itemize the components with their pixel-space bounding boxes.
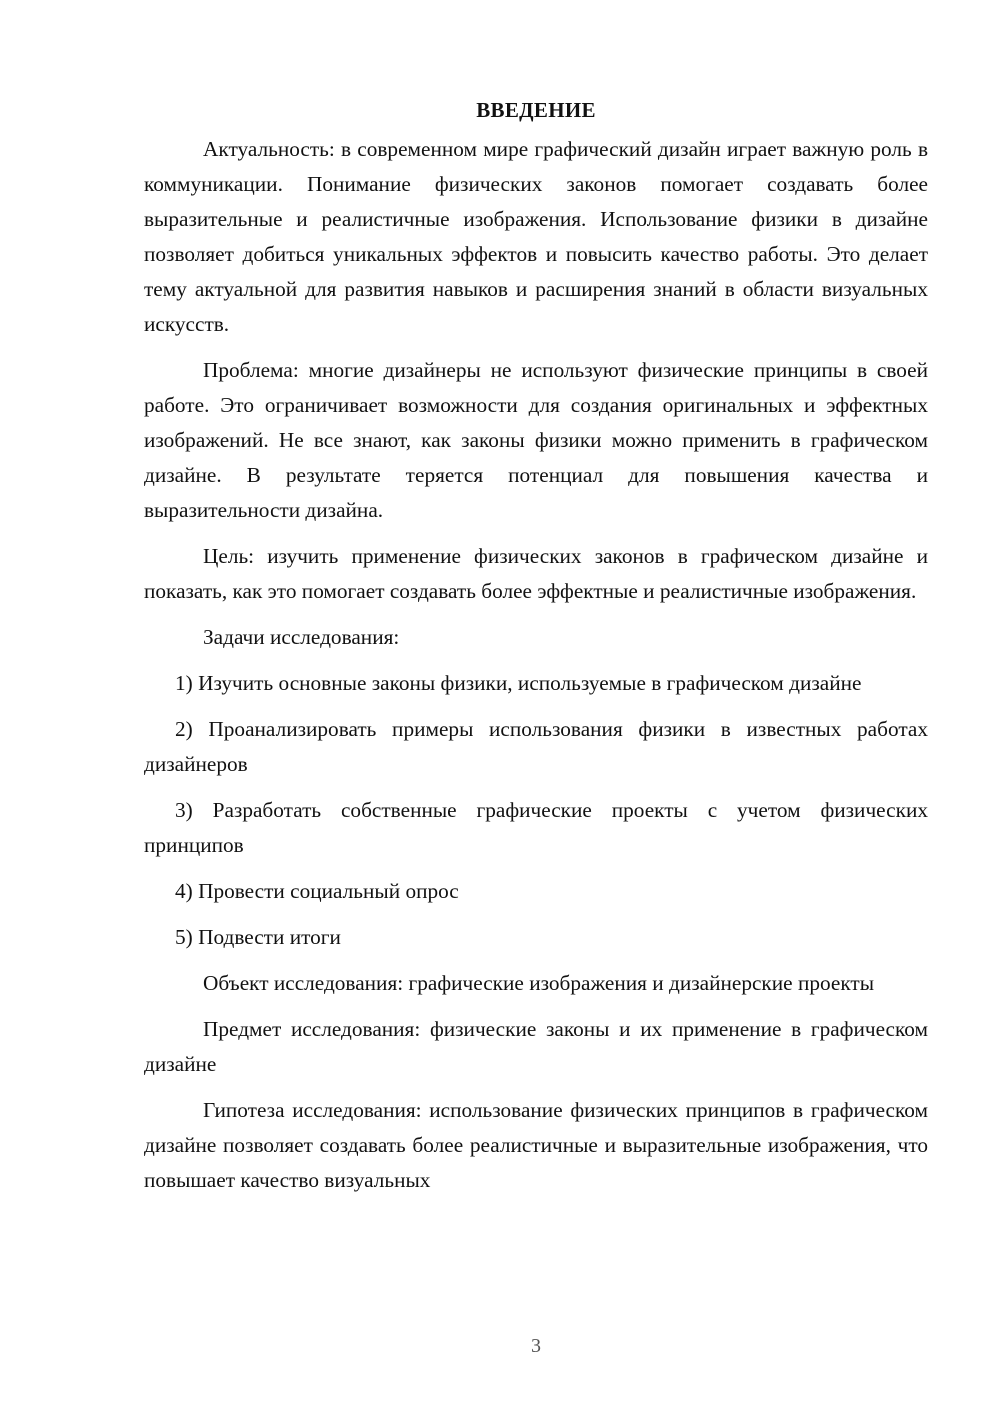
section-heading: ВВЕДЕНИЕ — [476, 98, 596, 122]
problem-paragraph: Проблема: многие дизайнеры не используют физические принципы в своей работе. Это ограничивает возможности для создания оригинальных и эффектных изображений. Не все знают, как законы физики можно применить в графическом дизайне. В результате теряется потенциал для повышения качества и выразительности дизайна. — [144, 358, 928, 522]
task-item-1: 1) Изучить основные законы физики, используемые в графическом дизайне — [175, 671, 862, 695]
document-body — [144, 92, 928, 1198]
subject-paragraph: Предмет исследования: физические законы и их применение в графическом дизайне — [144, 1017, 928, 1076]
hypothesis-paragraph: Гипотеза исследования: использование физических принципов в графическом дизайне позволяет создавать более реалистичные и выразительные изображения, что повышает качество визуальных — [144, 1098, 928, 1192]
task-item-2: 2) Проанализировать примеры использования физики в известных работах дизайнеров — [144, 717, 928, 776]
relevance-paragraph: Актуальность: в современном мире графический дизайн играет важную роль в коммуникации. Понимание физических законов помогает создавать более выразительные и реалистичные изображения. Использование физики в дизайне позволяет добиться уникальных эффектов и повысить качество работы. Это делает тему актуальной для развития навыков и расширения знаний в области визуальных искусств. — [144, 137, 928, 336]
task-item-3: 3) Разработать собственные графические проекты с учетом физических принципов — [144, 798, 928, 857]
task-item-5: 5) Подвести итоги — [175, 925, 341, 949]
goal-paragraph: Цель: изучить применение физических законов в графическом дизайне и показать, как это помогает создавать более эффектные и реалистичные изображения. — [144, 544, 928, 603]
task-item-4: 4) Провести социальный опрос — [175, 879, 459, 903]
tasks-title: Задачи исследования: — [203, 625, 400, 649]
object-paragraph: Объект исследования: графические изображения и дизайнерские проекты — [203, 971, 875, 995]
page-number: 3 — [531, 1335, 541, 1357]
